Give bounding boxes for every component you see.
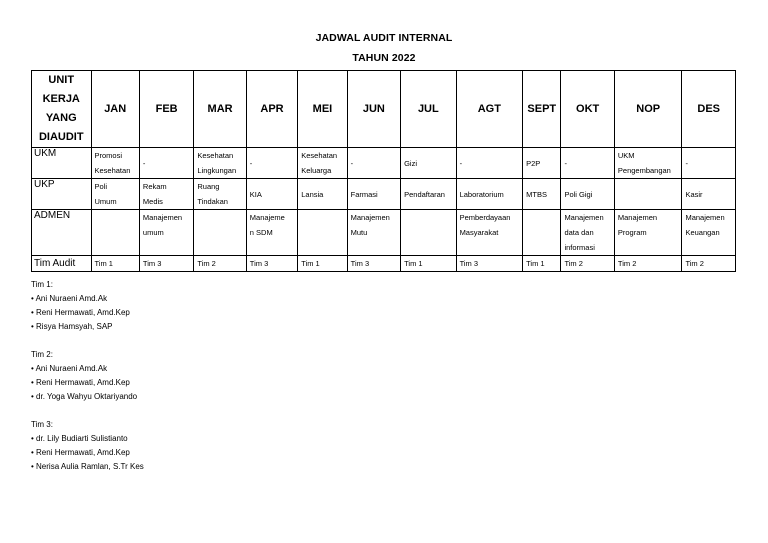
schedule-cell-jan bbox=[91, 210, 139, 256]
cell-text-line: Tim 2 bbox=[617, 259, 637, 268]
schedule-cell-agt bbox=[456, 179, 523, 210]
team-member: • dr. Yoga Wahyu Oktariyando bbox=[31, 390, 431, 404]
cell-text-line: Kesehatan bbox=[94, 166, 131, 175]
document-title: JADWAL AUDIT INTERNAL bbox=[315, 32, 453, 44]
cell-text-line: KIA bbox=[249, 189, 262, 199]
cell-text-line: Manajemen bbox=[350, 213, 390, 222]
header-row bbox=[32, 71, 736, 148]
cell-text-line: Pengembangan bbox=[617, 166, 671, 175]
cell-text-line: Lingkungan bbox=[197, 166, 237, 175]
cell-text-line: Keuangan bbox=[685, 228, 720, 237]
schedule-cell-jun bbox=[347, 148, 400, 179]
schedule-cell-jan bbox=[91, 179, 139, 210]
schedule-cell-jan bbox=[91, 148, 139, 179]
month-header-okt: OKT bbox=[561, 71, 614, 148]
schedule-cell-jun bbox=[347, 179, 400, 210]
cell-text-line: Promosi bbox=[94, 151, 123, 160]
schedule-cell-feb bbox=[139, 210, 193, 256]
schedule-cell-sept bbox=[523, 179, 561, 210]
team-member: • Risya Hamsyah, SAP bbox=[31, 320, 431, 334]
cell-text-line: umum bbox=[142, 228, 164, 237]
schedule-cell-des bbox=[682, 256, 736, 272]
team-member: • Nerisa Aulia Ramlan, S.Tr Kes bbox=[31, 460, 431, 474]
cell-text-line: - bbox=[564, 158, 567, 168]
unit-header bbox=[32, 71, 92, 148]
schedule-cell-apr bbox=[246, 210, 297, 256]
schedule-cell-mei bbox=[298, 179, 347, 210]
cell-text-line: Lansia bbox=[301, 189, 324, 199]
cell-text-line: Ruang bbox=[197, 182, 220, 191]
team-name: Tim 2: bbox=[31, 350, 53, 359]
team-group bbox=[31, 348, 431, 404]
month-header-agt: AGT bbox=[456, 71, 523, 148]
schedule-cell-jul bbox=[401, 179, 456, 210]
cell-text-line: Tim 2 bbox=[197, 259, 216, 268]
schedule-cell-nop bbox=[614, 179, 682, 210]
cell-text-line: Tim 2 bbox=[685, 259, 704, 268]
team-member: • Reni Hermawati, Amd.Kep bbox=[31, 446, 431, 460]
schedule-cell-feb bbox=[139, 256, 193, 272]
team-name: Tim 1: bbox=[31, 280, 53, 289]
team-member: • Reni Hermawati, Amd.Kep bbox=[31, 376, 431, 390]
cell-text-line: Gizi bbox=[404, 158, 418, 168]
schedule-cell-okt bbox=[561, 256, 614, 272]
team-name: Tim 3: bbox=[31, 420, 53, 429]
cell-text-line: Tindakan bbox=[197, 197, 228, 206]
schedule-cell-mei bbox=[298, 148, 347, 179]
cell-text-line: Tim 3 bbox=[249, 259, 269, 268]
schedule-cell-sept bbox=[523, 210, 561, 256]
unit-header-line: UNIT bbox=[48, 74, 75, 86]
cell-text-line: Tim 1 bbox=[94, 259, 113, 268]
cell-text-line: Umum bbox=[94, 197, 117, 206]
schedule-cell-apr bbox=[246, 148, 297, 179]
cell-text-line: Program bbox=[617, 228, 647, 237]
cell-text-line: Manajemen bbox=[142, 213, 183, 222]
schedule-cell-mei bbox=[298, 256, 347, 272]
unit-label: Tim Audit bbox=[32, 256, 92, 272]
cell-text-line: Mutu bbox=[350, 228, 368, 237]
schedule-cell-mar bbox=[194, 148, 246, 179]
schedule-cell-apr bbox=[246, 256, 297, 272]
schedule-cell-okt bbox=[561, 148, 614, 179]
cell-text-line: Tim 3 bbox=[350, 259, 370, 268]
table-row bbox=[32, 210, 736, 256]
unit-header-line: DIAUDIT bbox=[38, 131, 84, 143]
unit-header-line: KERJA bbox=[42, 93, 80, 105]
schedule-cell-mar bbox=[194, 179, 246, 210]
schedule-cell-jan bbox=[91, 256, 139, 272]
schedule-cell-des bbox=[682, 179, 736, 210]
unit-header-line: YANG bbox=[45, 112, 77, 124]
month-header-apr: APR bbox=[246, 71, 297, 148]
schedule-cell-agt bbox=[456, 210, 523, 256]
cell-text-line: Tim 3 bbox=[142, 259, 162, 268]
table-row bbox=[32, 148, 736, 179]
schedule-cell-jul bbox=[401, 148, 456, 179]
cell-text-line: Masyarakat bbox=[459, 228, 499, 237]
cell-text-line: Tim 1 bbox=[404, 259, 423, 268]
cell-text-line: UKM bbox=[617, 151, 635, 160]
schedule-cell-feb bbox=[139, 148, 193, 179]
cell-text-line: Pemberdayaan bbox=[459, 213, 511, 222]
cell-text-line: Kesehatan bbox=[301, 151, 338, 160]
schedule-cell-apr bbox=[246, 179, 297, 210]
schedule-cell-jun bbox=[347, 256, 400, 272]
unit-label: ADMEN bbox=[32, 210, 92, 256]
month-header-des: DES bbox=[682, 71, 736, 148]
schedule-cell-jun bbox=[347, 210, 400, 256]
document-subtitle: TAHUN 2022 bbox=[352, 52, 416, 64]
cell-text-line: Laboratorium bbox=[459, 189, 504, 199]
month-header-sept: SEPT bbox=[523, 71, 561, 148]
cell-text-line: P2P bbox=[526, 158, 541, 168]
cell-text-line: Manajemen bbox=[685, 213, 725, 222]
cell-text-line: Medis bbox=[142, 197, 163, 206]
cell-text-line: Tim 2 bbox=[564, 259, 583, 268]
month-header-mei: MEI bbox=[298, 71, 347, 148]
team-group bbox=[31, 418, 431, 474]
month-header-nop: NOP bbox=[614, 71, 682, 148]
unit-label: UKP bbox=[32, 179, 92, 210]
audit-teams-section bbox=[31, 278, 431, 488]
cell-text-line: Poli bbox=[94, 182, 108, 191]
audit-schedule-table bbox=[31, 70, 736, 272]
cell-text-line: Tim 1 bbox=[526, 259, 545, 268]
month-header-mar: MAR bbox=[194, 71, 246, 148]
schedule-cell-agt bbox=[456, 256, 523, 272]
cell-text-line: - bbox=[459, 158, 463, 168]
cell-text-line: - bbox=[685, 158, 688, 168]
cell-text-line: Poli Gigi bbox=[564, 189, 593, 199]
month-header-feb: FEB bbox=[139, 71, 193, 148]
schedule-cell-agt bbox=[456, 148, 523, 179]
cell-text-line: - bbox=[142, 158, 146, 168]
schedule-cell-okt bbox=[561, 210, 614, 256]
cell-text-line: Kasir bbox=[685, 189, 703, 199]
team-member: • dr. Lily Budiarti Sulistianto bbox=[31, 432, 431, 446]
team-member: • Ani Nuraeni Amd.Ak bbox=[31, 292, 431, 306]
cell-text-line: - bbox=[249, 158, 253, 168]
cell-text-line: Kesehatan bbox=[197, 151, 234, 160]
cell-text-line: Farmasi bbox=[350, 189, 378, 199]
schedule-cell-nop bbox=[614, 210, 682, 256]
cell-text-line: Tim 1 bbox=[301, 259, 320, 268]
table-row bbox=[32, 256, 736, 272]
team-member: • Ani Nuraeni Amd.Ak bbox=[31, 362, 431, 376]
month-header-jul: JUL bbox=[401, 71, 456, 148]
team-group bbox=[31, 278, 431, 334]
unit-label: UKM bbox=[32, 148, 92, 179]
schedule-cell-mar bbox=[194, 210, 246, 256]
schedule-cell-jul bbox=[401, 210, 456, 256]
cell-text-line: Keluarga bbox=[301, 166, 332, 175]
month-header-jun: JUN bbox=[347, 71, 400, 148]
team-member: • Reni Hermawati, Amd.Kep bbox=[31, 306, 431, 320]
schedule-cell-des bbox=[682, 210, 736, 256]
schedule-cell-mar bbox=[194, 256, 246, 272]
cell-text-line: MTBS bbox=[526, 189, 547, 199]
cell-text-line: n SDM bbox=[249, 228, 273, 237]
schedule-cell-des bbox=[682, 148, 736, 179]
schedule-cell-jul bbox=[401, 256, 456, 272]
schedule-cell-okt bbox=[561, 179, 614, 210]
cell-text-line: Pendaftaran bbox=[404, 189, 445, 199]
cell-text-line: data dan bbox=[564, 228, 594, 237]
cell-text-line: informasi bbox=[564, 243, 595, 252]
table-row bbox=[32, 179, 736, 210]
cell-text-line: Manajemen bbox=[617, 213, 658, 222]
schedule-cell-sept bbox=[523, 148, 561, 179]
schedule-cell-feb bbox=[139, 179, 193, 210]
cell-text-line: Manajeme bbox=[249, 213, 285, 222]
cell-text-line: Rekam bbox=[142, 182, 167, 191]
schedule-cell-mei bbox=[298, 210, 347, 256]
cell-text-line: - bbox=[350, 158, 354, 168]
cell-text-line: Manajemen bbox=[564, 213, 604, 222]
cell-text-line: Tim 3 bbox=[459, 259, 479, 268]
schedule-cell-nop bbox=[614, 256, 682, 272]
schedule-cell-sept bbox=[523, 256, 561, 272]
month-header-jan: JAN bbox=[91, 71, 139, 148]
schedule-cell-nop bbox=[614, 148, 682, 179]
